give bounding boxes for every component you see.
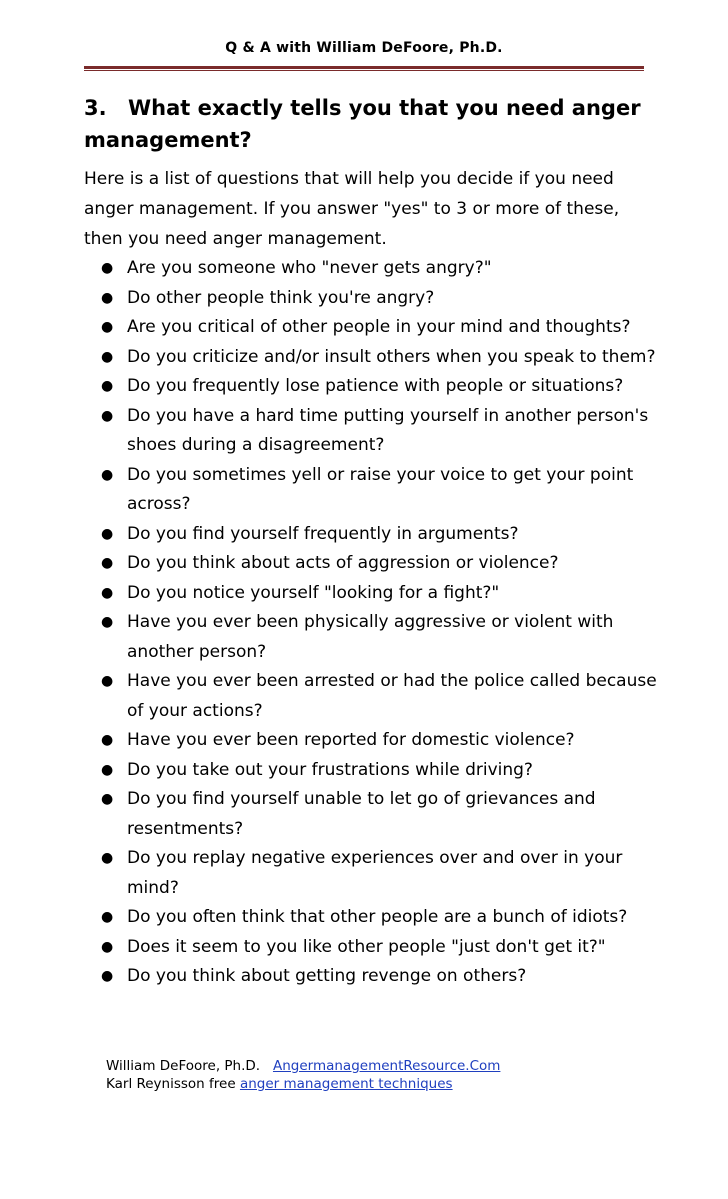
question-item: [84, 402, 659, 461]
page-header-title: Q & A with William DeFoore, Ph.D.: [225, 40, 503, 56]
intro-paragraph: Here is a list of questions that will help you decide if you need anger management. If you answer "yes" to 3 or more of these, then you need anger management.: [84, 169, 620, 249]
question-text: Do you think about getting revenge on others?: [127, 966, 527, 986]
question-item: [84, 313, 659, 343]
bullet-icon: ●: [101, 673, 114, 689]
footer-line-1: [106, 1057, 666, 1075]
question-text: Do you take out your frustrations while driving?: [127, 759, 533, 780]
bullet-icon: ●: [101, 555, 114, 571]
footer: [106, 1057, 666, 1093]
question-item: [84, 844, 659, 903]
question-item: [84, 372, 659, 402]
footer-credit: Karl Reynisson free: [106, 1076, 236, 1092]
bullet-icon: ●: [101, 348, 114, 365]
bullet-icon: ●: [101, 378, 114, 394]
bullet-icon: ●: [101, 466, 114, 483]
question-item: [84, 785, 659, 844]
bullet-icon: ●: [101, 850, 114, 866]
question-text: Have you ever been reported for domestic violence?: [127, 730, 575, 750]
bullet-icon: ●: [101, 909, 114, 925]
bullet-icon: ●: [101, 761, 114, 778]
question-item: [84, 520, 659, 550]
bullet-icon: ●: [101, 289, 114, 306]
question-item: [84, 962, 659, 992]
question-text: Are you someone who "never gets angry?": [127, 258, 492, 278]
bullet-icon: ●: [101, 732, 114, 748]
question-text: Does it seem to you like other people "just don't get it?": [127, 936, 606, 957]
footer-link-resource[interactable]: AngermanagementResource.Com: [272, 1058, 501, 1074]
section-heading: [84, 92, 644, 156]
question-item: [84, 284, 659, 314]
section-number: 3.: [84, 96, 107, 120]
question-item: [84, 933, 659, 963]
question-text: Do you criticize and/or insult others when you speak to them?: [127, 346, 656, 367]
question-text: Do you sometimes yell or raise your voice to get your point across?: [127, 464, 634, 514]
question-text: Do you notice yourself "looking for a fight?": [127, 582, 500, 603]
question-item: [84, 579, 659, 609]
question-item: [84, 726, 659, 756]
question-item: [84, 608, 659, 667]
question-text: Do you frequently lose patience with people or situations?: [127, 376, 624, 396]
question-text: Do you often think that other people are a bunch of idiots?: [127, 907, 628, 927]
header-divider: [84, 66, 644, 71]
question-text: Have you ever been arrested or had the police called because of your actions?: [127, 671, 657, 721]
question-item: [84, 667, 659, 726]
bullet-icon: ●: [101, 938, 114, 955]
question-text: Are you critical of other people in your mind and thoughts?: [127, 317, 631, 337]
question-list: [84, 254, 659, 992]
question-text: Do you replay negative experiences over and over in your mind?: [127, 848, 623, 898]
question-text: Do you find yourself unable to let go of grievances and resentments?: [127, 789, 596, 839]
question-item: [84, 254, 659, 284]
section-title: What exactly tells you that you need anger management?: [84, 96, 641, 152]
bullet-icon: ●: [101, 791, 114, 807]
bullet-icon: ●: [101, 968, 114, 984]
question-text: Do you think about acts of aggression or violence?: [127, 553, 559, 573]
question-item: [84, 903, 659, 933]
bullet-icon: ●: [101, 584, 114, 601]
bullet-icon: ●: [101, 260, 114, 276]
question-text: Do other people think you're angry?: [127, 287, 435, 308]
footer-line-2: [106, 1075, 666, 1093]
bullet-icon: ●: [101, 614, 114, 630]
footer-author: William DeFoore, Ph.D.: [106, 1058, 261, 1074]
question-text: Do you find yourself frequently in arguments?: [127, 523, 519, 544]
footer-link-techniques[interactable]: anger management techniques: [239, 1076, 453, 1092]
question-item: [84, 756, 659, 786]
question-item: [84, 343, 659, 373]
bullet-icon: ●: [101, 525, 114, 542]
question-text: Have you ever been physically aggressive or violent with another person?: [127, 612, 614, 662]
question-text: Do you have a hard time putting yourself in another person's shoes during a disagreement?: [127, 405, 649, 455]
question-item: [84, 461, 659, 520]
question-item: [84, 549, 659, 579]
bullet-icon: ●: [101, 319, 114, 335]
bullet-icon: ●: [101, 407, 114, 424]
